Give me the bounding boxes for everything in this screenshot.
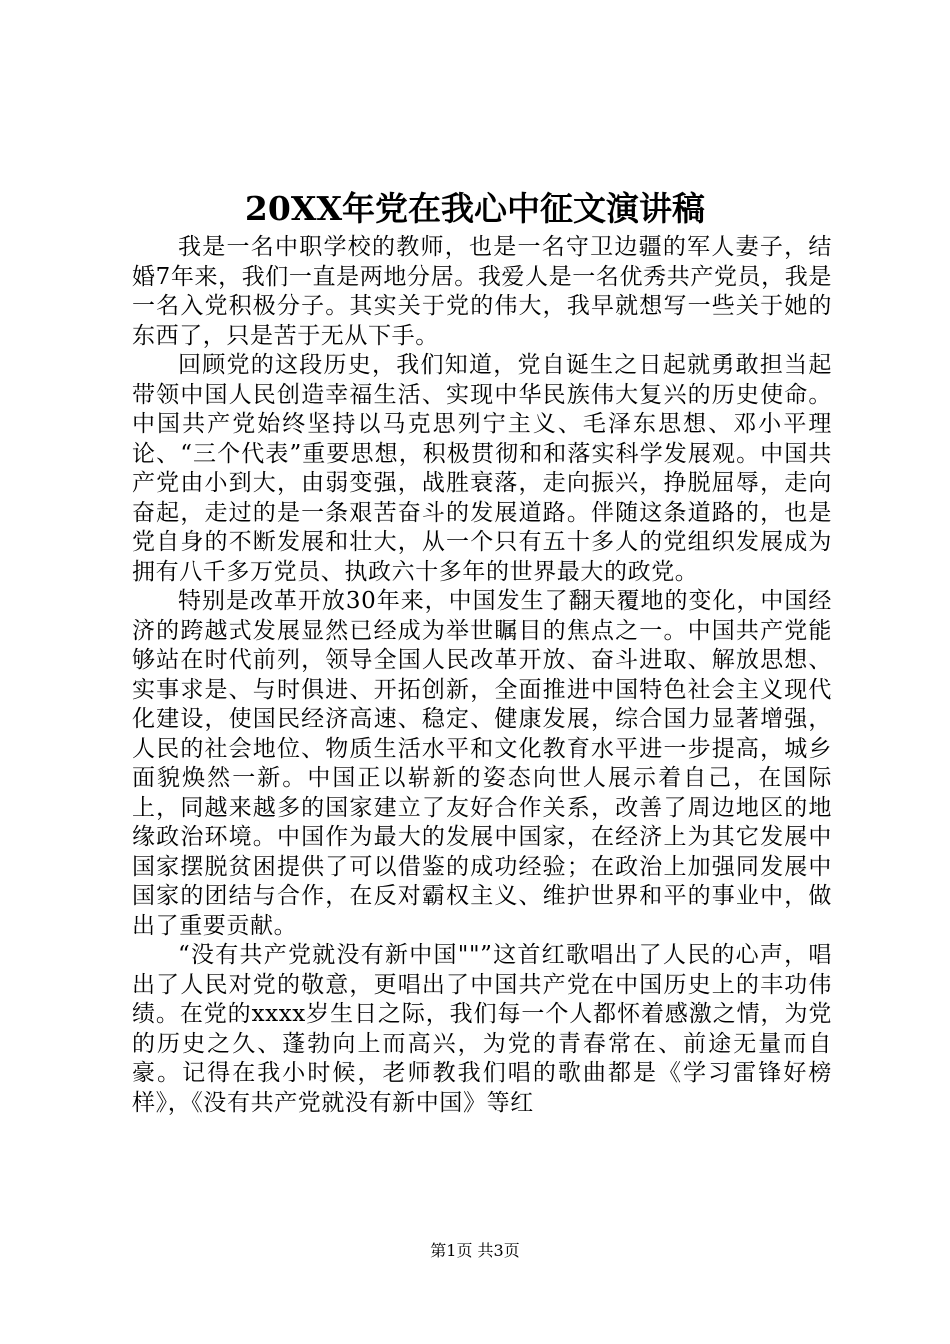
page-number-footer: 第1页 共3页: [430, 1241, 520, 1260]
document-title: 20XX年党在我心中征文演讲稿: [244, 189, 706, 228]
paragraph-4: “没有共产党就没有新中国""”这首红歌唱出了人民的心声，唱出了人民对党的敬意，更唱出了中国共产党在中国历史上的丰功伟绩。在党的xxxx岁生日之际，我们每一个人都怀着感激之情，为党的历史之久、蓬勃向上而高兴，为党的青春常在、前途无量而自豪。记得在我小时候，老师教我们唱的歌曲都是《学习雷锋好榜样》，《没有共产党就没有新中国》等红: [132, 942, 832, 1116]
document-body: [132, 233, 832, 1118]
paragraph-2: 回顾党的这段历史，我们知道，党自诞生之日起就勇敢担当起带领中国人民创造幸福生活、实现中华民族伟大复兴的历史使命。中国共产党始终坚持以马克思列宁主义、毛泽东思想、邓小平理论、“三个代表”重要思想，积极贯彻和和落实科学发展观。中国共产党由小到大，由弱变强，战胜衰落，走向振兴，挣脱屈辱，走向奋起，走过的是一条艰苦奋斗的发展道路。伴随这条道路的，也是党自身的不断发展和壮大，从一个只有五十多人的党组织发展成为拥有八千多万党员、执政六十多年的世界最大的政党。: [132, 352, 832, 585]
paragraph-1: 我是一名中职学校的教师，也是一名守卫边疆的军人妻子，结婚7年来，我们一直是两地分居。我爱人是一名优秀共产党员，我是一名入党积极分子。其实关于党的伟大，我早就想写一些关于她的东西了，只是苦于无从下手。: [132, 234, 832, 349]
paragraph-3: 特别是改革开放30年来，中国发生了翻天覆地的变化，中国经济的跨越式发展显然已经成为举世瞩目的焦点之一。中国共产党能够站在时代前列，领导全国人民改革开放、奋斗进取、解放思想、实事求是、与时俱进、开拓创新，全面推进中国特色社会主义现代化建设，使国民经济高速、稳定、健康发展，综合国力显著增强，人民的社会地位、物质生活水平和文化教育水平进一步提高，城乡面貌焕然一新。中国正以崭新的姿态向世人展示着自己，在国际上，同越来越多的国家建立了友好合作关系，改善了周边地区的地缘政治环境。中国作为最大的发展中国家，在经济上为其它发展中国家摆脱贫困提供了可以借鉴的成功经验；在政治上加强同发展中国家的团结与合作，在反对霸权主义、维护世界和平的事业中，做出了重要贡献。: [132, 588, 832, 939]
